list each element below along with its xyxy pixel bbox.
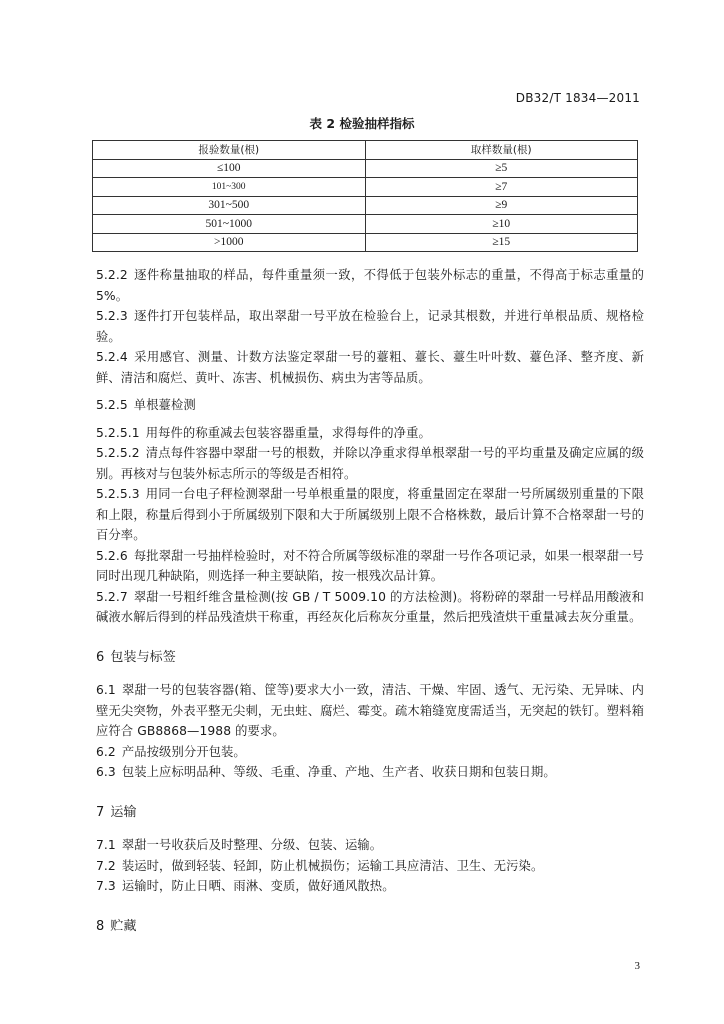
clause-number: 5.2.7 [96, 589, 128, 604]
clause-5-2-4 [96, 347, 644, 388]
clause-text: 翠甜一号的包装容器(箱、筐等)要求大小一致，清洁、干燥、牢固、透气、无污染、无异味、内壁无尖突物，外表平整无尖刺，无虫蛀、腐烂、霉变。疏木箱缝宽度需适当，无突起的铁钉。塑料箱应符合 GB8868—1988 的要求。 [96, 683, 644, 738]
clause-text: 翠甜一号收获后及时整理、分级、包装、运输。 [121, 838, 383, 852]
table-row [93, 215, 638, 234]
clause-number: 7.2 [96, 858, 116, 873]
clause-7-2 [96, 856, 644, 877]
clause-5-2-6 [96, 546, 644, 587]
column-header-inspection-quantity: 报验数量(根) [93, 141, 366, 160]
section-number: 7 [96, 804, 105, 820]
clause-6-2 [96, 742, 644, 763]
table-cell: 101~300 [93, 178, 366, 197]
table-cell: ≥5 [365, 159, 638, 178]
clause-5-2-5-heading [96, 395, 644, 416]
table-cell: ≥9 [365, 196, 638, 215]
clause-number: 5.2.4 [96, 350, 128, 364]
clause-text: 翠甜一号粗纤维含量检测(按 GB / T 5009.10 的方法检测)。将粉碎的翠甜一号样品用酸液和碱液水解后得到的样品残渣烘干称重，再经灰化后称灰分重量，然后把残渣烘干重量减去灰分重量。 [96, 589, 644, 624]
clause-heading: 单根薹检测 [133, 398, 196, 412]
table-row [93, 196, 638, 215]
table-title: 表 2 检验抽样指标 [309, 116, 415, 131]
clause-number: 5.2.5 [96, 398, 128, 412]
table-row [93, 159, 638, 178]
clause-number: 6.3 [96, 765, 116, 779]
clause-5-2-5-2 [96, 443, 644, 484]
clause-5-2-3 [96, 306, 644, 347]
table-row [93, 233, 638, 252]
clause-5-2-5-1 [96, 423, 644, 444]
clause-number: 7.3 [96, 879, 116, 893]
section-7-heading [96, 803, 644, 824]
section-6-heading [96, 648, 644, 669]
clause-6-3 [96, 762, 644, 783]
column-header-sample-quantity: 取样数量(根) [365, 141, 638, 160]
clause-number: 5.2.6 [96, 548, 128, 563]
document-body [96, 265, 644, 949]
table-cell: 301~500 [93, 196, 366, 215]
clause-text: 逐件打开包装样品，取出翠甜一号平放在检验台上，记录其根数，并进行单根品质、规格检验。 [96, 309, 644, 344]
section-title: 包装与标签 [110, 649, 176, 665]
clause-6-1 [96, 680, 644, 742]
clause-text: 包装上应标明品种、等级、毛重、净重、产地、生产者、收获日期和包装日期。 [121, 765, 556, 779]
clause-number: 5.2.3 [96, 309, 128, 323]
clause-number: 5.2.5.2 [96, 446, 140, 460]
clause-text: 装运时，做到轻装、轻卸，防止机械损伤；运输工具应清洁、卫生、无污染。 [121, 858, 544, 873]
clause-text: 用每件的称重减去包装容器重量，求得每件的净重。 [145, 425, 431, 440]
clause-text: 逐件称量抽取的样品，每件重量须一致，不得低于包装外标志的重量，不得高于标志重量的5%。 [96, 268, 644, 303]
clause-text: 每批翠甜一号抽样检验时，对不符合所属等级标准的翠甜一号作各项记录，如果一根翠甜一号同时出现几种缺陷，则选择一种主要缺陷，按一根残次品计算。 [96, 548, 644, 583]
table-cell: >1000 [93, 233, 366, 252]
table-row [93, 178, 638, 197]
clause-5-2-7 [96, 587, 644, 628]
clause-number: 6.2 [96, 744, 116, 759]
clause-7-3 [96, 876, 644, 897]
clause-number: 6.1 [96, 683, 116, 697]
table-cell: ≥10 [365, 215, 638, 234]
table-header-row [93, 141, 638, 160]
section-number: 6 [96, 649, 105, 665]
section-title: 运输 [110, 804, 137, 820]
sampling-table [92, 140, 638, 252]
clause-text: 运输时，防止日晒、雨淋、变质，做好通风散热。 [121, 879, 395, 893]
clause-5-2-5-3 [96, 484, 644, 546]
document-number: DB32/T 1834—2011 [515, 91, 640, 105]
clause-number: 5.2.5.3 [96, 487, 140, 501]
clause-5-2-2 [96, 265, 644, 306]
section-number: 8 [96, 918, 105, 934]
section-8-heading [96, 917, 644, 938]
table-cell: 501~1000 [93, 215, 366, 234]
clause-7-1 [96, 835, 644, 856]
table-cell: ≤100 [93, 159, 366, 178]
clause-text: 采用感官、测量、计数方法鉴定翠甜一号的薹粗、薹长、薹生叶叶数、薹色泽、整齐度、新鲜、清洁和腐烂、黄叶、冻害、机械损伤、病虫为害等品质。 [96, 350, 644, 385]
table-cell: ≥15 [365, 233, 638, 252]
section-title: 贮藏 [110, 918, 137, 934]
clause-text: 用同一台电子秤检测翠甜一号单根重量的限度，将重量固定在翠甜一号所属级别重量的下限和上限，称量后得到小于所属级别下限和大于所属级别上限不合格株数，最后计算不合格翠甜一号的百分率。 [96, 487, 644, 542]
clause-number: 5.2.2 [96, 268, 128, 282]
clause-text: 清点每件容器中翠甜一号的根数，并除以净重求得单根翠甜一号的平均重量及确定应属的级别。再核对与包装外标志所示的等级是否相符。 [96, 446, 644, 481]
clause-text: 产品按级别分开包装。 [121, 744, 246, 759]
clause-number: 7.1 [96, 838, 116, 852]
clause-number: 5.2.5.1 [96, 425, 140, 440]
page-number: 3 [634, 960, 640, 972]
table-cell: ≥7 [365, 178, 638, 197]
